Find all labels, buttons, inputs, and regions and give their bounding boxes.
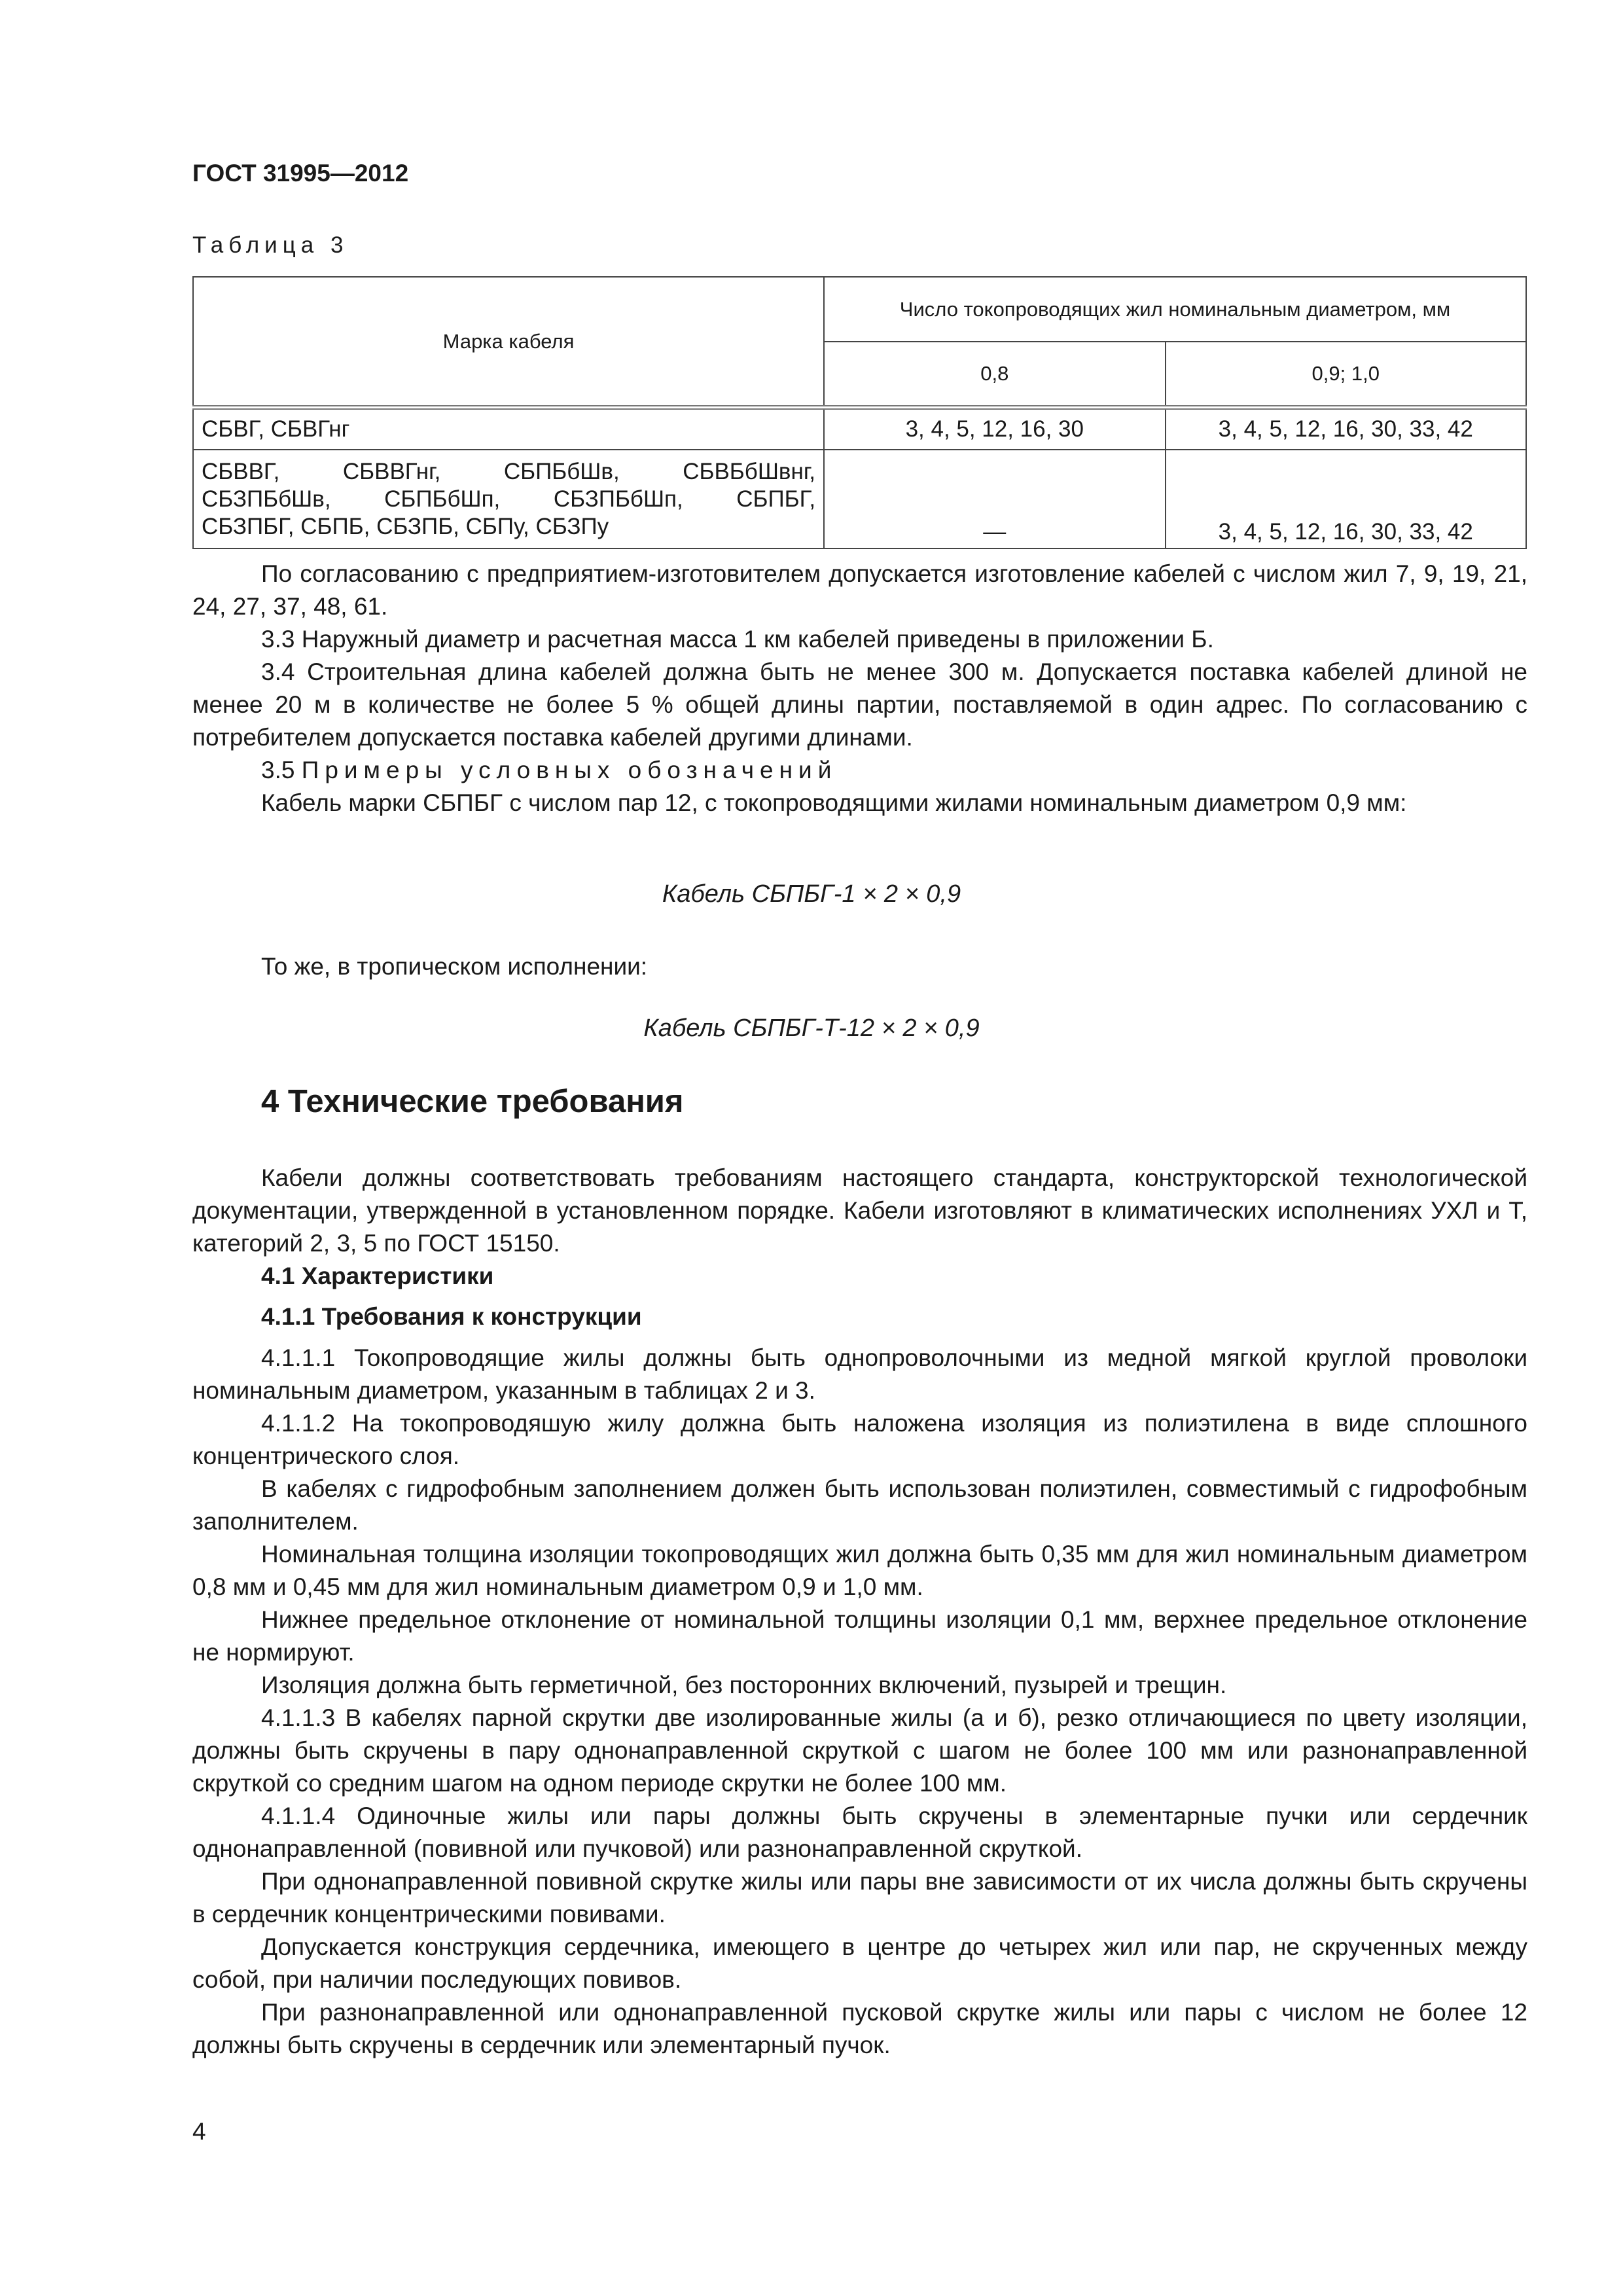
table-row bbox=[193, 408, 1526, 450]
brand-line: СБЗПБбШв, СБПБбШп, СБЗПБбШп, СБПБГ, bbox=[202, 486, 816, 512]
paragraph-3-3: 3.3 Наружный диаметр и расчетная масса 1 км кабелей приведены в приложении Б. bbox=[261, 626, 1214, 653]
designation-example: Кабель СБПБГ-1 × 2 × 0,9 bbox=[662, 880, 961, 908]
paragraph-3-5-heading bbox=[261, 754, 837, 787]
cell-brand: СБВГ, СБВГнг bbox=[193, 408, 824, 450]
header-diameter-0-9-1-0: 0,9; 1,0 bbox=[1166, 342, 1526, 408]
table-caption: Таблица 3 bbox=[192, 232, 349, 258]
paragraph-deviation: Нижнее предельное отклонение от номинальной толщины изоляции 0,1 мм, верхнее предельное отклонение не нормируют. bbox=[192, 1606, 1527, 1666]
document-header: ГОСТ 31995—2012 bbox=[192, 160, 409, 187]
paragraph-nominal-thickness: Номинальная толщина изоляции токопроводящих жил должна быть 0,35 мм для жил номинальным диаметром 0,8 мм и 0,45 мм для жил номинальным диаметром 0,9 и 1,0 мм. bbox=[192, 1541, 1527, 1600]
designation-example-tropical: Кабель СБПБГ-Т-12 × 2 × 0,9 bbox=[643, 1014, 980, 1042]
brand-line: СБВВГ, СБВВГнг, СБПБбШв, СБВБбШвнг, bbox=[202, 458, 816, 484]
cell-diameter-b: 3, 4, 5, 12, 16, 30, 33, 42 bbox=[1166, 450, 1526, 548]
header-conductor-count: Число токопроводящих жил номинальным диаметром, мм bbox=[824, 277, 1526, 342]
paragraph-4-1-1-1: 4.1.1.1 Токопроводящие жилы должны быть однопроволочными из медной мягкой круглой проволоки номинальным диаметром, указанным в таблицах 2 и 3. bbox=[192, 1344, 1527, 1404]
table-row bbox=[193, 450, 1526, 548]
paragraph-3-4: 3.4 Строительная длина кабелей должна быть не менее 300 м. Допускается поставка кабелей длиной не менее 20 м в количестве не более 5 % общей длины партии, поставляемой в один адрес. По согласованию с потребителем допускается поставка кабелей другими длинами. bbox=[192, 658, 1527, 751]
paragraph-3-5-text: Кабель марки СБПБГ с числом пар 12, с токопроводящими жилами номинальным диаметром 0,9 мм: bbox=[261, 789, 1407, 816]
paragraph-tropical: То же, в тропическом исполнении: bbox=[261, 953, 648, 980]
table-3 bbox=[192, 276, 1527, 549]
brand-line: СБЗПБГ, СБПБ, СБЗПБ, СБПу, СБЗПу bbox=[202, 513, 609, 539]
paragraph-4-1-1-2: 4.1.1.2 На токопроводяшую жилу должна быть наложена изоляция из полиэтилена в виде сплошного концентрического слоя. bbox=[192, 1410, 1527, 1469]
section-title: Примеры условных обозначений bbox=[301, 757, 838, 783]
cell-brand bbox=[193, 450, 824, 548]
page-number: 4 bbox=[192, 2118, 206, 2145]
subsection-4-1: 4.1 Характеристики bbox=[261, 1263, 494, 1289]
section-4-heading: 4 Технические требования bbox=[261, 1084, 684, 1119]
section-number: 3.5 bbox=[261, 757, 295, 783]
cell-diameter-a: — bbox=[824, 450, 1165, 548]
paragraph-core: Допускается конструкция сердечника, имеющего в центре до четырех жил или пар, не скрученных между собой, при наличии последующих повивов. bbox=[192, 1933, 1527, 1993]
paragraph-bundle: При разнонаправленной или однонаправленной пусковой скрутке жилы или пары с числом не более 12 должны быть скручены в сердечник или элементарный пучок. bbox=[192, 1999, 1527, 2058]
paragraph-hydrophobic: В кабелях с гидрофобным заполнением должен быть использован полиэтилен, совместимый с гидрофобным заполнителем. bbox=[192, 1475, 1527, 1535]
paragraph-4-1-1-3: 4.1.1.3 В кабелях парной скрутки две изолированные жилы (а и б), резко отличающиеся по цвету изоляции, должны быть скручены в пару однонаправленной скруткой с шагом не более 100 мм или разнонаправленной скруткой со средним шагом на одном периоде скрутки не более 100 мм. bbox=[192, 1704, 1527, 1797]
paragraph-section-4: Кабели должны соответствовать требованиям настоящего стандарта, конструкторской технологической документации, утвержденной в установленном порядке. Кабели изготовляют в климатических исполнениях УХЛ и Т, категорий 2, 3, 5 по ГОСТ 15150. bbox=[192, 1164, 1527, 1257]
paragraph-other-counts: По согласованию с предприятием-изготовителем допускается изготовление кабелей с числом жил 7, 9, 19, 21, 24, 27, 37, 48, 61. bbox=[192, 560, 1527, 620]
header-cable-brand: Марка кабеля bbox=[193, 277, 824, 408]
header-diameter-0-8: 0,8 bbox=[824, 342, 1165, 408]
cell-diameter-a: 3, 4, 5, 12, 16, 30 bbox=[824, 408, 1165, 450]
cell-diameter-b: 3, 4, 5, 12, 16, 30, 33, 42 bbox=[1166, 408, 1526, 450]
paragraph-hermetic: Изоляция должна быть герметичной, без посторонних включений, пузырей и трещин. bbox=[261, 1672, 1227, 1698]
paragraph-unidirectional: При однонаправленной повивной скрутке жилы или пары вне зависимости от их числа должны быть скручены в сердечник концентрическими повивами. bbox=[192, 1868, 1527, 1928]
subsection-4-1-1: 4.1.1 Требования к конструкции bbox=[261, 1303, 642, 1330]
paragraph-4-1-1-4: 4.1.1.4 Одиночные жилы или пары должны быть скручены в элементарные пучки или сердечник однонаправленной (повивной или пучковой) или разнонаправленной скруткой. bbox=[192, 1803, 1527, 1862]
